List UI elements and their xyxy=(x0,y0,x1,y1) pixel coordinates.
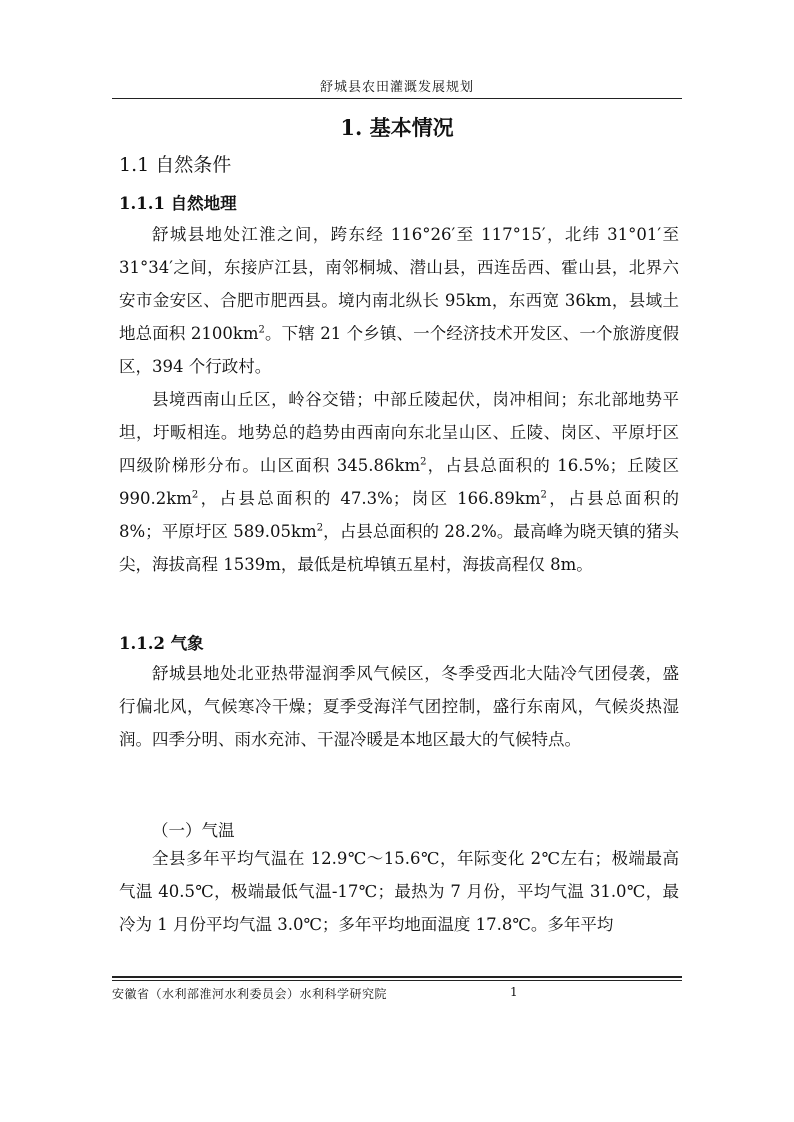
paragraph-geography-2: 县境西南山丘区，岭谷交错；中部丘陵起伏，岗冲相间；东北部地势平坦，圩畈相连。地势总的趋势由西南向东北呈山区、丘陵、岗区、平原圩区四级阶梯形分布。山区面积 $345.86km^2$，占县总面积的 16.5%；丘陵区 $990.2km^2$，占县总面积的 47.3%；岗区 $166.89km^2$，占县总面积的 8%；平原圩区 $589.05km^2$，占县总面积的 28.2%。最高峰为晓天镇的猪头尖，海拔高程 1539m，最低是杭埠镇五星村，海拔高程仅 8m。 xyxy=(119,390,679,574)
footer-rule-thick xyxy=(112,976,682,978)
sub-heading-temperature: （一）气温 xyxy=(152,821,235,840)
paragraph-geography-1: 舒城县地处江淮之间，跨东经 116°26′至 117°15′，北纬 31°01′至 31°34′之间，东接庐江县，南邻桐城、潜山县，西连岳西、霍山县，北界六安市金安区、合肥市肥西县。境内南北纵长 95km，东西宽 36km，县域土地总面积 $2100km^2$。下辖 21 个乡镇、一个经济技术开发区、一个旅游度假区，394 个行政村。 xyxy=(119,225,679,376)
running-header: 舒城县农田灌溉发展规划 xyxy=(319,80,474,95)
page-number: 1 xyxy=(510,985,518,999)
paragraph-temperature: 全县多年平均气温在 12.9℃～15.6℃，年际变化 2℃左右；极端最高气温 40.5℃，极端最低气温-17℃；最热为 7 月份，平均气温 31.0℃，最冷为 1 月份平均气温 3.0℃；多年平均地面温度 17.8℃。多年平均 xyxy=(119,849,679,934)
subsection-title-climate: 1.1.2 气象 xyxy=(119,634,204,653)
chapter-title: 1. 基本情况 xyxy=(340,115,454,140)
subsection-title-geography: 1.1.1 自然地理 xyxy=(119,194,237,213)
footer-institution: 安徽省（水利部淮河水利委员会）水利科学研究院 xyxy=(112,987,388,1001)
footer-rule-thin xyxy=(112,980,682,981)
paragraph-climate-1: 舒城县地处北亚热带湿润季风气候区，冬季受西北大陆冷气团侵袭，盛行偏北风，气候寒冷干燥；夏季受海洋气团控制，盛行东南风，气候炎热湿润。四季分明、雨水充沛、干湿冷暖是本地区最大的气候特点。 xyxy=(119,664,679,749)
section-title: 1.1 自然条件 xyxy=(119,154,232,176)
header-rule xyxy=(112,98,682,99)
